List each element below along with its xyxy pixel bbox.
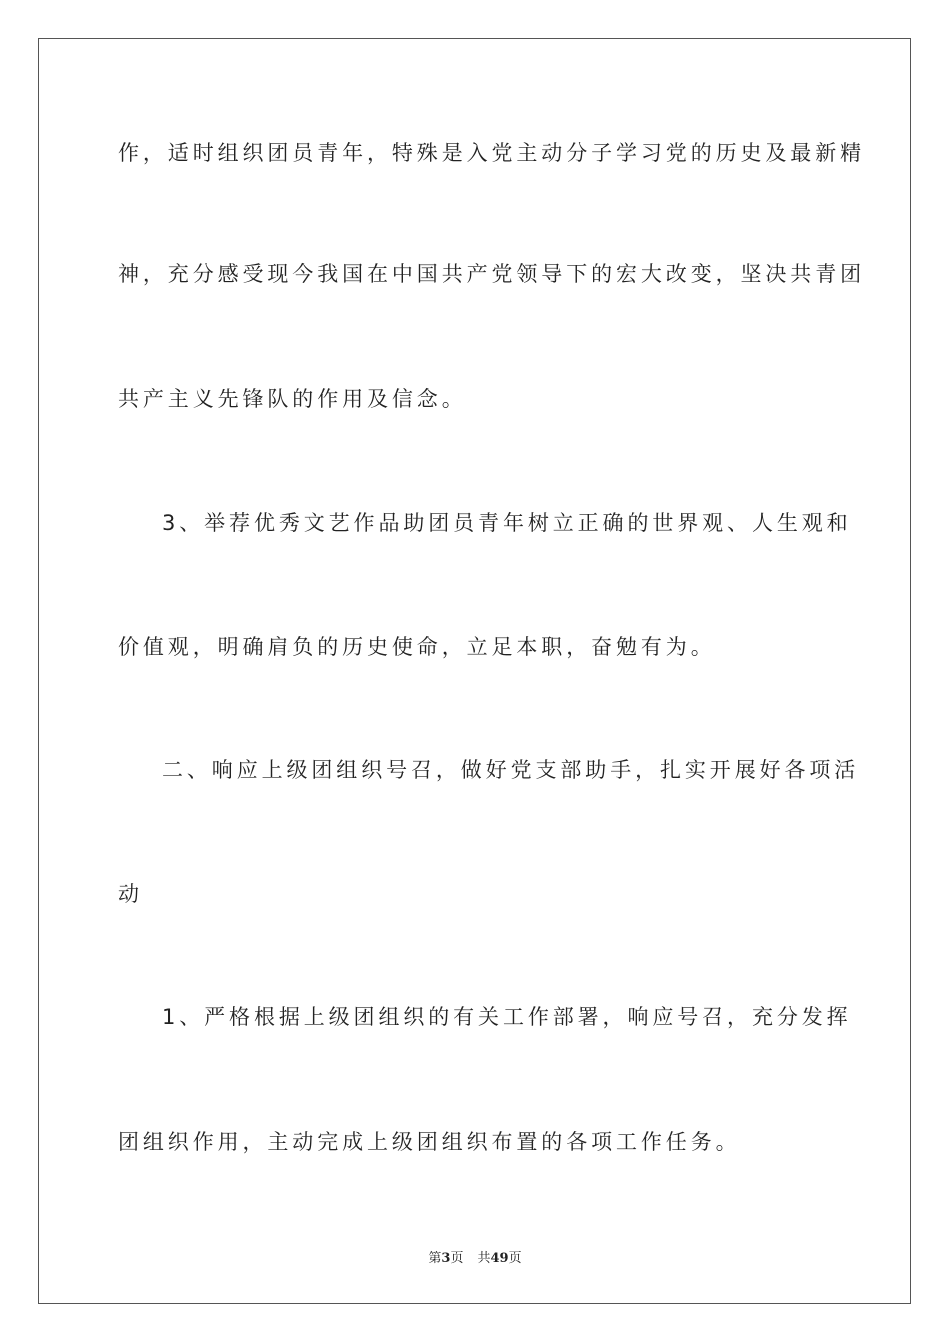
body-text-line: 共产主义先锋队的作用及信念。 xyxy=(118,387,467,411)
page-border xyxy=(38,38,911,1304)
total-suffix: 页 xyxy=(508,1251,522,1266)
total-prefix: 共 xyxy=(477,1251,491,1266)
section-heading-line: 动 xyxy=(118,882,143,906)
page-footer xyxy=(0,1247,950,1266)
body-text-line: 作，适时组织团员青年，特殊是入党主动分子学习党的历史及最新精 xyxy=(118,141,865,165)
page-number: 3 xyxy=(441,1251,451,1266)
page-prefix: 第 xyxy=(428,1251,442,1266)
page-suffix: 页 xyxy=(450,1251,464,1266)
section-heading-line: 二、响应上级团组织号召，做好党支部助手，扎实开展好各项活 xyxy=(162,758,860,782)
body-text-line: 神，充分感受现今我国在中国共产党领导下的宏大改变，坚决共青团 xyxy=(118,262,865,286)
body-text-line: 价值观，明确肩负的历史使命，立足本职，奋勉有为。 xyxy=(118,635,716,659)
body-text-line: 团组织作用，主动完成上级团组织布置的各项工作任务。 xyxy=(118,1130,741,1154)
paragraph-first-line: 1、严格根据上级团组织的有关工作部署，响应号召，充分发挥 xyxy=(162,1005,852,1029)
paragraph-first-line: 3、举荐优秀文艺作品助团员青年树立正确的世界观、人生观和 xyxy=(162,511,852,535)
total-pages: 49 xyxy=(490,1251,509,1266)
